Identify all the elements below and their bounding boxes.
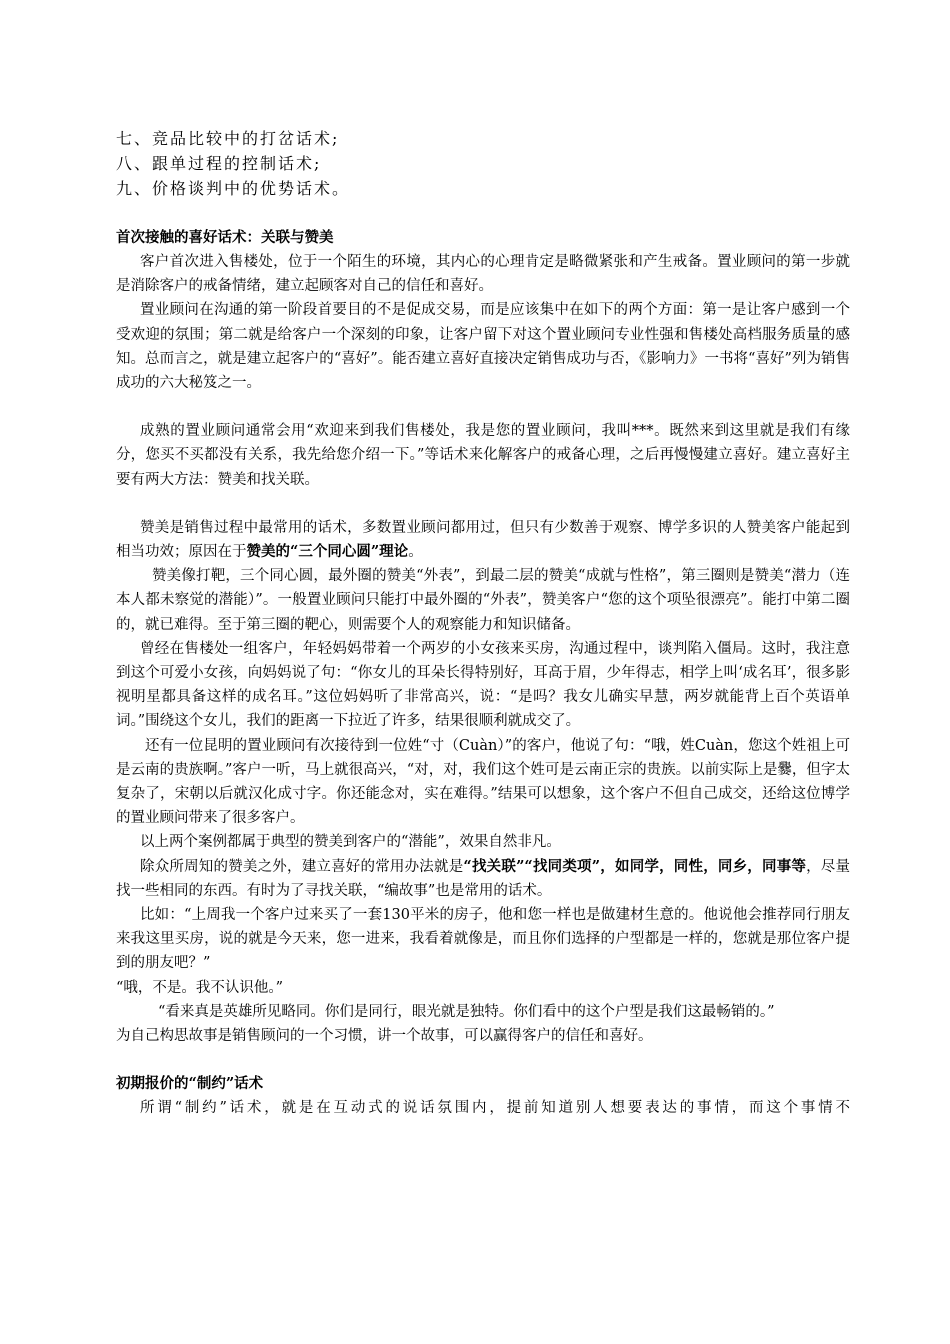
emphasis-text: “找关联”“找同类项”，如同学，同性，同乡，同事等 — [463, 857, 807, 875]
outline-list — [116, 126, 850, 201]
section-first-contact — [116, 226, 850, 1048]
list-item: 七、竞品比较中的打岔话术; — [116, 129, 340, 148]
paragraph: “哦，不是。我不认识他。” — [116, 979, 284, 996]
paragraph: 比如：“上周我一个客户过来买了一套130平米的房子，他和您一样也是做建材生意的。他说他会推荐同行朋友来我这里买房，说的就是今天来，您一进来，我看着就像是，而且你们选择的户型都是一样的，您就是那位客户提到的朋友吧？” — [116, 907, 850, 972]
paragraph — [116, 855, 850, 903]
paragraph: 为自己构思故事是销售顾问的一个习惯，讲一个故事，可以赢得客户的信任和喜好。 — [116, 1028, 653, 1045]
paragraph: 曾经在售楼处一组客户，年轻妈妈带着一个两岁的小女孩来买房，沟通过程中，谈判陷入僵局。这时，我注意到这个可爱小女孩，向妈妈说了句：“你女儿的耳朵长得特别好，耳高于眉，少年得志，相学上叫‘成名耳’，很多影视明星都具备这样的成名耳。”这位妈妈听了非常高兴，说：“是吗？我女儿确实早慧，两岁就能背上百个英语单词。”围绕这个女儿，我们的距离一下拉近了许多，结果很顺利就成交了。 — [116, 640, 850, 730]
section-heading: 首次接触的喜好话术：关联与赞美 — [116, 229, 334, 246]
paragraph: 成熟的置业顾问通常会用“欢迎来到我们售楼处，我是您的置业顾问，我叫***。既然来到这里就是我们有缘分，您买不买都没有关系，我先给您介绍一下。”等话术来化解客户的戒备心理，之后再慢慢建立喜好。建立喜好主要有两大方法：赞美和找关联。 — [116, 423, 850, 488]
paragraph: 置业顾问在沟通的第一阶段首要目的不是促成交易，而是应该集中在如下的两个方面：第一是让客户感到一个受欢迎的氛围；第二就是给客户一个深刻的印象，让客户留下对这个置业顾问专业性强和售楼处高档服务质量的感知。总而言之，就是建立起客户的“喜好”。能否建立喜好直接决定销售成功与否，《影响力》一书将“喜好”列为销售成功的六大秘笈之一。 — [116, 302, 850, 392]
paragraph-text: 赞美是销售过程中最常用的话术，多数置业顾问都用过，但只有少数善于观察、博学多识的人赞美客户能起到相当功效；原因在于 — [116, 519, 850, 561]
list-item: 九、价格谈判中的优势话术。 — [116, 179, 351, 198]
section-initial-quote — [116, 1072, 850, 1120]
paragraph-text: 。 — [408, 544, 423, 561]
emphasis-text: 赞美的“三个同心圆”理论 — [246, 543, 409, 561]
list-item: 八、跟单过程的控制话术; — [116, 154, 322, 173]
paragraph: 赞美像打靶，三个同心圆，最外圈的赞美“外表”，到最二层的赞美“成就与性格”，第三圈则是赞美“潜力（连本人都未察觉的潜能）”。一般置业顾问只能打中最外圈的“外表”，赞美客户“您的这个项坠很漂亮”。能打中第二圈的，就已难得。至于第三圈的靶心，则需要个人的观察能力和知识储备。 — [116, 568, 850, 633]
paragraph: 还有一位昆明的置业顾问有次接待到一位姓“寸（Cuàn）”的客户，他说了句：“哦，姓Cuàn，您这个姓祖上可是云南的贵族啊。”客户一听，马上就很高兴，“对，对，我们这个姓可是云南正宗的贵族。以前实际上是爨，但字太复杂了，宋朝以后就汉化成寸字。你还能念对，实在难得。”结果可以想象，这个客户不但自己成交，还给这位博学的置业顾问带来了很多客户。 — [116, 737, 850, 827]
paragraph-text: ，尽量找一些相同的东西。有时为了寻找关联，“编故事”也是常用的话术。 — [116, 858, 850, 899]
paragraph: 客户首次进入售楼处，位于一个陌生的环境，其内心的心理肯定是略微紧张和产生戒备。置业顾问的第一步就是消除客户的戒备情绪，建立起顾客对自己的信任和喜好。 — [116, 254, 850, 295]
paragraph: 以上两个案例都属于典型的赞美到客户的“潜能”，效果自然非凡。 — [140, 834, 561, 851]
paragraph: 所谓“制约”话术，就是在互动式的说话氛围内，提前知道别人想要表达的事情，而这个事情不 — [140, 1100, 850, 1117]
paragraph-text: 除众所周知的赞美之外，建立喜好的常用办法就是 — [140, 858, 464, 875]
document-page — [116, 126, 850, 1121]
paragraph — [116, 516, 850, 564]
section-heading: 初期报价的“制约”话术 — [116, 1075, 264, 1093]
paragraph: “看来真是英雄所见略同。你们是同行，眼光就是独特。你们看中的这个户型是我们这最畅销的。” — [158, 1003, 775, 1020]
